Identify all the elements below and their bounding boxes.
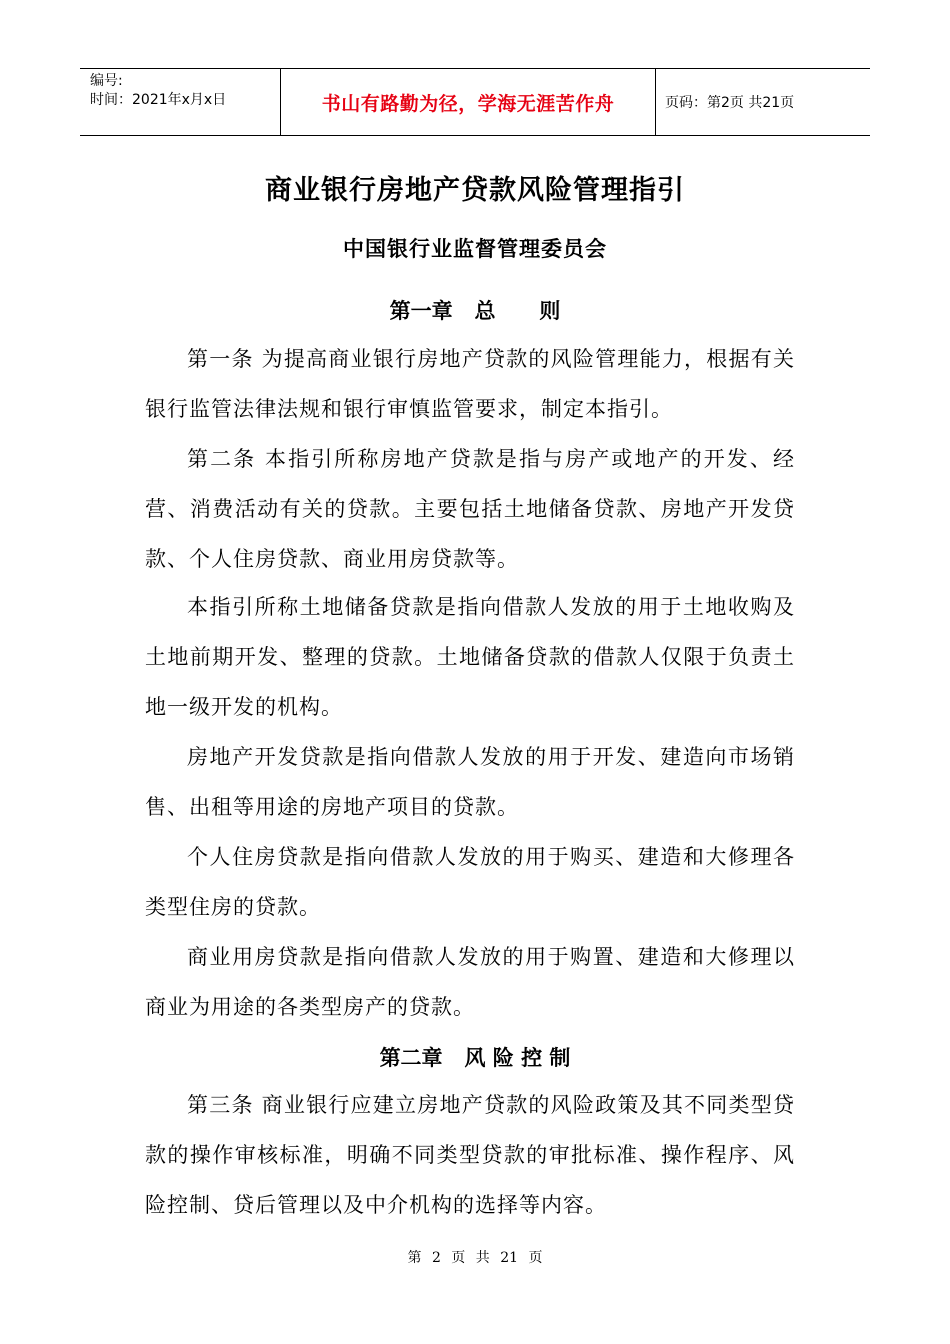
paragraph-development-loan: 房地产开发贷款是指向借款人发放的用于开发、建造向市场销售、出租等用途的房地产项目的贷款。 <box>145 745 795 819</box>
header-meta <box>80 69 280 135</box>
paragraph-land-reserve-loan: 本指引所称土地储备贷款是指向借款人发放的用于土地收购及土地前期开发、整理的贷款。土地储备贷款的借款人仅限于负责土地一级开发的机构。 <box>145 595 795 719</box>
paragraph-article-3: 第三条 商业银行应建立房地产贷款的风险政策及其不同类型贷款的操作审核标准，明确不同类型贷款的审批标准、操作程序、风险控制、贷后管理以及中介机构的选择等内容。 <box>145 1093 795 1217</box>
header-motto-cell <box>280 69 656 135</box>
document-issuer: 中国银行业监督管理委员会 <box>343 237 607 261</box>
paragraph-article-1: 第一条 为提高商业银行房地产贷款的风险管理能力，根据有关银行监管法律法规和银行审慎监管要求，制定本指引。 <box>145 347 795 421</box>
chapter-2-heading: 第二章 风 险 控 制 <box>379 1046 571 1070</box>
document-number-label: 编号: <box>90 73 123 89</box>
header-motto: 书山有路勤为径，学海无涯苦作舟 <box>321 92 615 115</box>
chapter-1-heading: 第一章 总 则 <box>389 299 561 323</box>
header-page-number: 页码：第2页 共21页 <box>665 95 795 111</box>
paragraph-housing-loan: 个人住房贷款是指向借款人发放的用于购买、建造和大修理各类型住房的贷款。 <box>145 845 795 919</box>
document-title: 商业银行房地产贷款风险管理指引 <box>265 175 685 206</box>
paragraph-commercial-loan: 商业用房贷款是指向借款人发放的用于购置、建造和大修理以商业为用途的各类型房产的贷款。 <box>145 945 795 1019</box>
page-header <box>80 68 870 136</box>
paragraph-article-2: 第二条 本指引所称房地产贷款是指与房产或地产的开发、经营、消费活动有关的贷款。主要包括土地储备贷款、房地产开发贷款、个人住房贷款、商业用房贷款等。 <box>145 447 795 571</box>
page-footer: 第 2 页 共 21 页 <box>407 1250 543 1266</box>
document-time-label: 时间：2021年x月x日 <box>90 92 227 108</box>
